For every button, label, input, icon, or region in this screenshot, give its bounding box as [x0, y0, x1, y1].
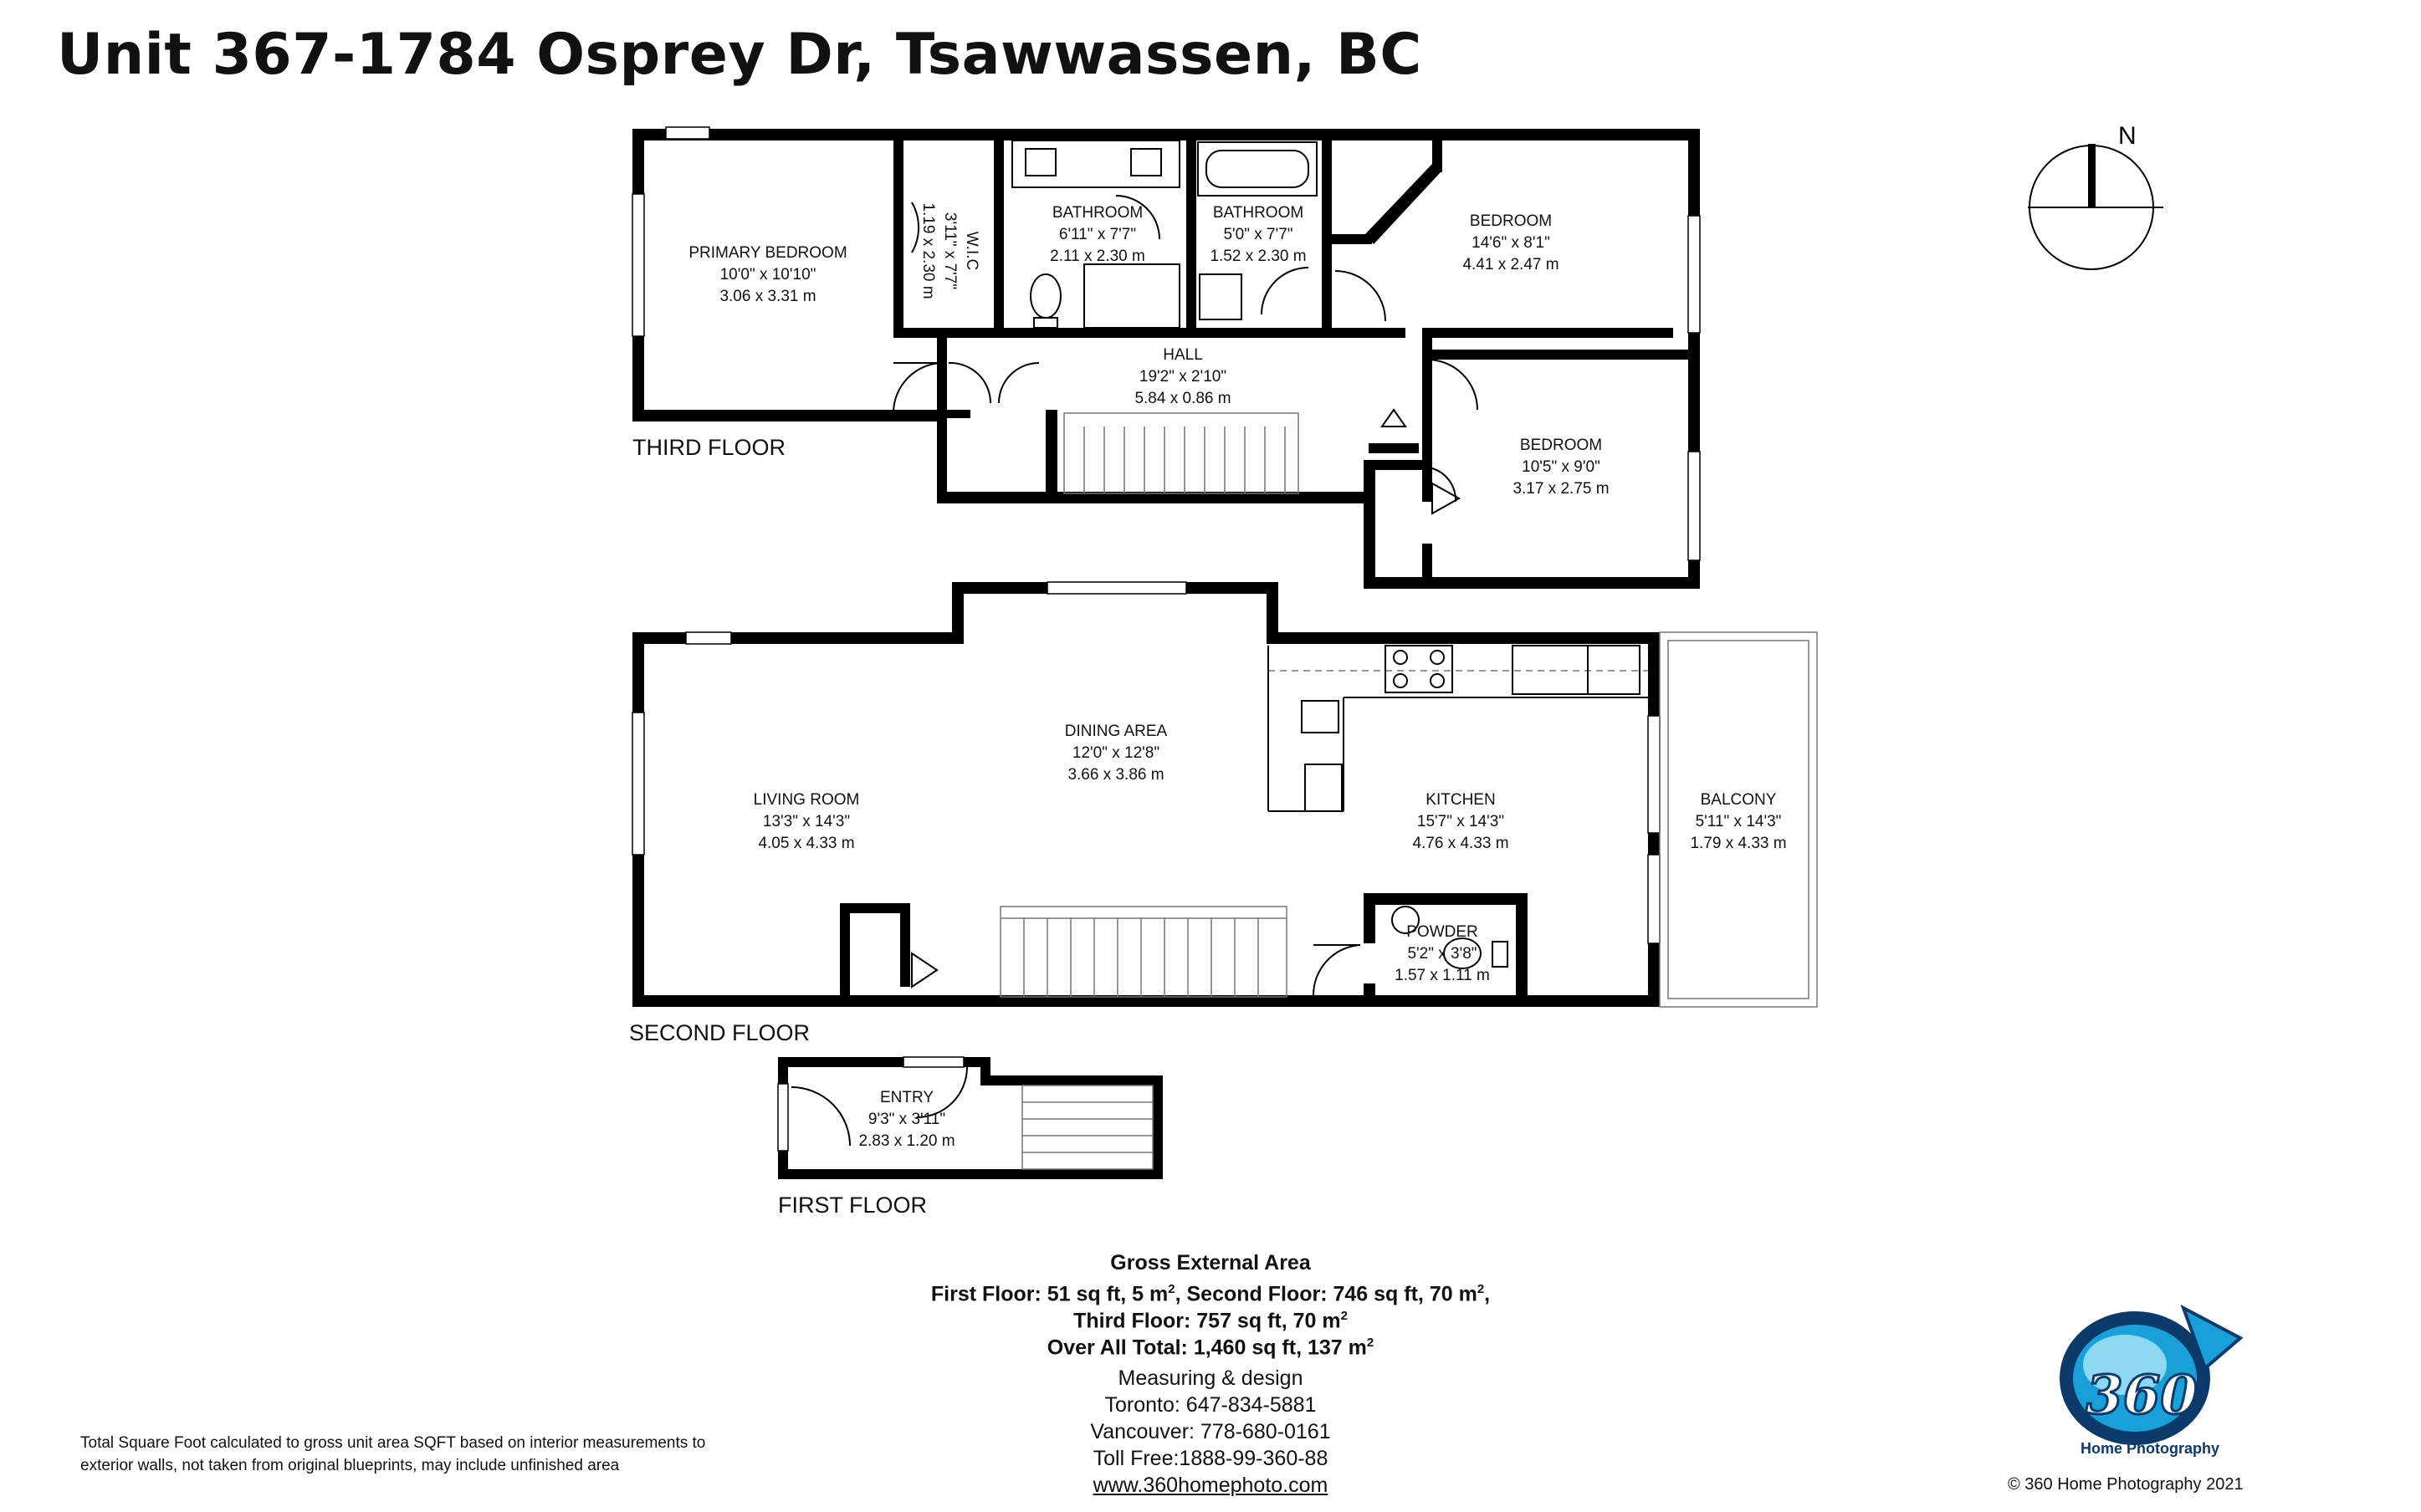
svg-text:POWDER: POWDER — [1406, 923, 1478, 941]
logo-number: 360 — [2086, 1364, 2198, 1427]
svg-text:10'0" x 10'10": 10'0" x 10'10" — [719, 266, 816, 284]
room-label-living-room — [754, 791, 860, 852]
copyright-text: © 360 Home Photography 2021 — [2008, 1475, 2244, 1494]
room-label-primary-bedroom — [688, 244, 847, 305]
first-floor-walls — [778, 1057, 1163, 1179]
svg-text:LIVING ROOM: LIVING ROOM — [753, 791, 860, 809]
compass-north-label: N — [2118, 122, 2137, 150]
svg-text:13'3" x 14'3": 13'3" x 14'3" — [762, 813, 851, 830]
svg-text:2.11 x 2.30 m: 2.11 x 2.30 m — [1050, 248, 1145, 265]
room-label-hall — [1134, 346, 1231, 407]
svg-text:19'2" x 2'10": 19'2" x 2'10" — [1139, 368, 1227, 386]
measurement-note: Total Square Foot calculated to gross unit area SQFT based on interior measurements to exterior walls, not taken from original blueprints, may include unfinished area — [80, 1434, 706, 1474]
area-heading: Gross External Area — [1110, 1251, 1311, 1274]
room-label-kitchen — [1412, 791, 1508, 852]
room-label-wic — [919, 202, 980, 299]
svg-text:BALCONY: BALCONY — [1700, 791, 1777, 809]
area-third-floor: Third Floor: 757 sq ft, 70 $m^2$ — [1073, 1309, 1348, 1333]
room-label-bathroom-2 — [1210, 204, 1306, 265]
room-label-powder — [1395, 923, 1490, 984]
compass-icon — [2028, 122, 2163, 269]
svg-text:12'0" x 12'8": 12'0" x 12'8" — [1072, 744, 1160, 762]
svg-text:14'6" x 8'1": 14'6" x 8'1" — [1472, 234, 1550, 252]
svg-text:BEDROOM: BEDROOM — [1469, 212, 1553, 230]
area-first-second-floor: First Floor: 51 sq ft, 5 $m^2$, Second Floor: 746 sq ft, 70 $m^2$, — [930, 1282, 1491, 1306]
page-title: Unit 367-1784 Osprey Dr, Tsawwassen, BC — [57, 22, 1422, 88]
svg-text:5'11" x 14'3": 5'11" x 14'3" — [1695, 813, 1782, 830]
svg-text:DINING AREA: DINING AREA — [1064, 723, 1168, 740]
contact-heading: Measuring & design — [1118, 1366, 1303, 1390]
room-label-bedroom-2 — [1512, 437, 1609, 498]
area-total: Over All Total: 1,460 sq ft, 137 $m^2$ — [1047, 1336, 1374, 1360]
svg-text:KITCHEN: KITCHEN — [1425, 791, 1496, 809]
svg-text:3.06 x 3.31 m: 3.06 x 3.31 m — [719, 288, 816, 305]
svg-text:3'11" x 7'7": 3'11" x 7'7" — [941, 212, 959, 290]
company-logo — [2041, 1288, 2259, 1463]
svg-text:1.57 x 1.11 m: 1.57 x 1.11 m — [1395, 967, 1490, 984]
svg-text:5'0" x 7'7": 5'0" x 7'7" — [1223, 226, 1293, 243]
svg-text:6'11" x 7'7": 6'11" x 7'7" — [1058, 226, 1137, 243]
room-label-dining-area — [1065, 723, 1168, 784]
svg-text:5.84 x 0.86 m: 5.84 x 0.86 m — [1134, 390, 1231, 407]
svg-text:BATHROOM: BATHROOM — [1052, 204, 1144, 222]
svg-text:HALL: HALL — [1163, 346, 1203, 364]
svg-text:3.66 x 3.86 m: 3.66 x 3.86 m — [1067, 766, 1164, 784]
svg-text:2.83 x 1.20 m: 2.83 x 1.20 m — [858, 1132, 955, 1150]
svg-text:1.52 x 2.30 m: 1.52 x 2.30 m — [1210, 248, 1307, 265]
svg-text:PRIMARY BEDROOM: PRIMARY BEDROOM — [688, 244, 847, 262]
svg-text:4.41 x 2.47 m: 4.41 x 2.47 m — [1462, 256, 1559, 273]
svg-text:1.19 x 2.30 m: 1.19 x 2.30 m — [919, 202, 937, 299]
contact-toll-free: Toll Free:1888-99-360-88 — [1093, 1447, 1328, 1470]
svg-text:BATHROOM: BATHROOM — [1212, 204, 1304, 222]
room-label-entry — [858, 1089, 955, 1150]
svg-text:BEDROOM: BEDROOM — [1519, 437, 1603, 454]
svg-text:ENTRY: ENTRY — [879, 1089, 934, 1106]
svg-text:5'2" x 3'8": 5'2" x 3'8" — [1407, 945, 1477, 963]
second-floor-label: SECOND FLOOR — [629, 1020, 811, 1045]
room-label-balcony — [1690, 791, 1786, 852]
svg-text:1.79 x 4.33 m: 1.79 x 4.33 m — [1690, 835, 1787, 852]
svg-text:9'3" x 3'11": 9'3" x 3'11" — [868, 1111, 946, 1128]
svg-text:4.76 x 4.33 m: 4.76 x 4.33 m — [1412, 835, 1509, 852]
svg-text:15'7" x 14'3": 15'7" x 14'3" — [1416, 813, 1505, 830]
svg-text:10'5" x 9'0": 10'5" x 9'0" — [1522, 458, 1600, 476]
room-label-bedroom-1 — [1462, 212, 1559, 273]
website-link[interactable]: www.360homephoto.com — [1093, 1474, 1328, 1497]
third-floor-label: THIRD FLOOR — [632, 435, 786, 460]
svg-text:3.17 x 2.75 m: 3.17 x 2.75 m — [1512, 480, 1610, 498]
svg-text:W.I.C: W.I.C — [963, 231, 980, 271]
first-floor-label: FIRST FLOOR — [778, 1193, 928, 1218]
contact-toronto: Toronto: 647-834-5881 — [1104, 1393, 1317, 1417]
room-label-bathroom-1 — [1050, 204, 1145, 265]
logo-text: Home Photography — [2080, 1440, 2220, 1457]
first-floor-fixtures — [778, 1057, 1153, 1169]
contact-vancouver: Vancouver: 778-680-0161 — [1090, 1420, 1331, 1443]
svg-text:4.05 x 4.33 m: 4.05 x 4.33 m — [758, 835, 855, 852]
